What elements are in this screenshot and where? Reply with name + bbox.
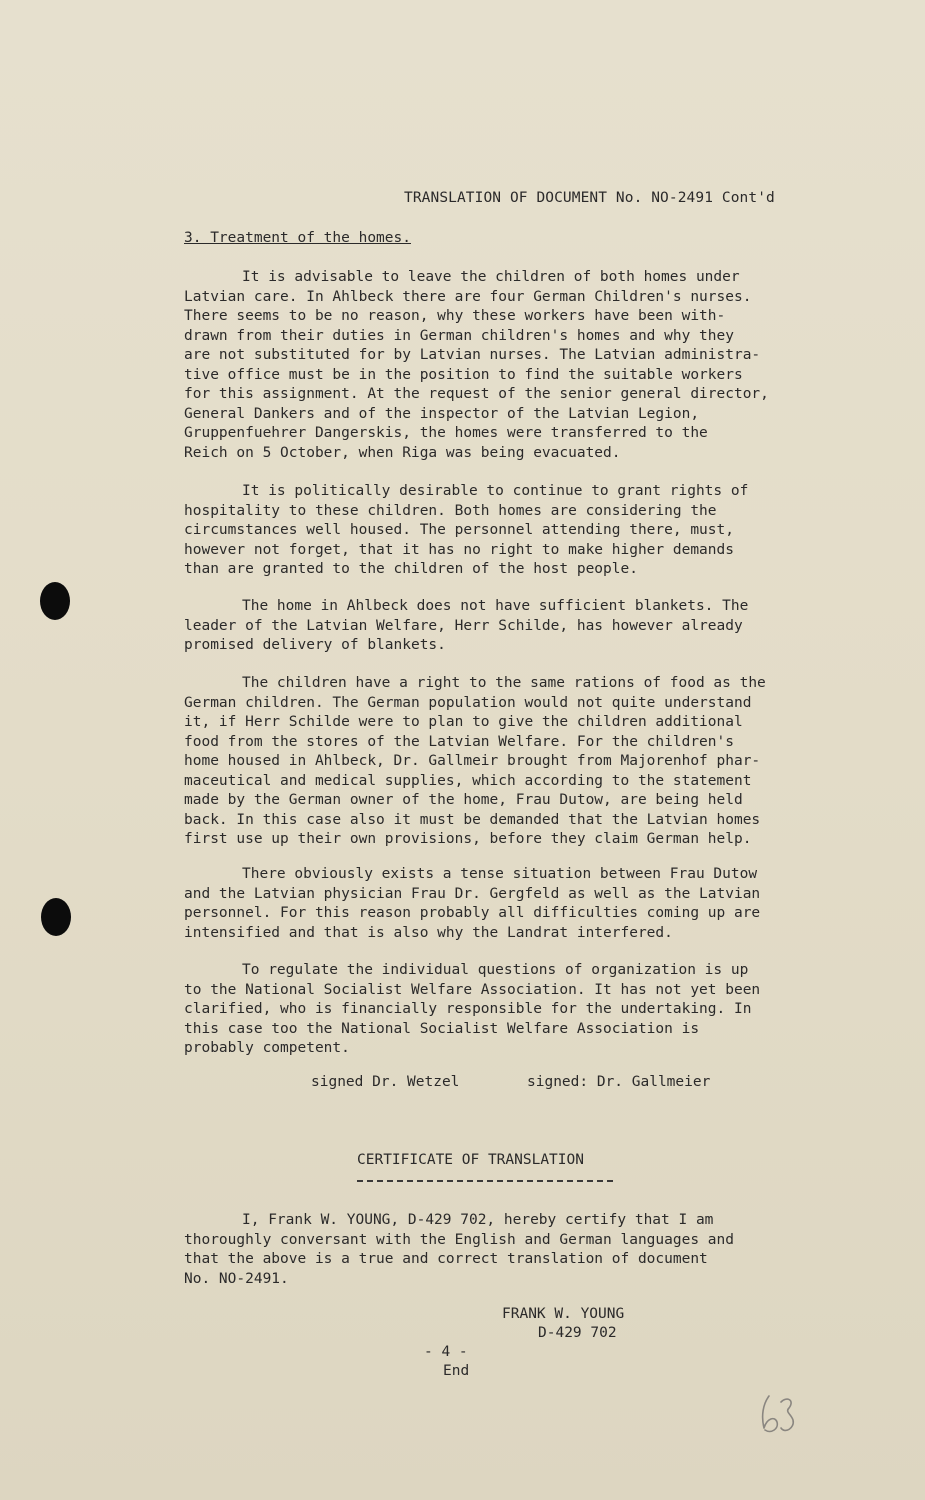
certificate-text	[184, 1211, 834, 1289]
paragraph-line: Latvian care. In Ahlbeck there are four German Children's nurses.	[184, 288, 752, 305]
paragraph-line: leader of the Latvian Welfare, Herr Schilde, has however already	[184, 617, 743, 634]
paragraph-line: promised delivery of blankets.	[184, 637, 446, 653]
page-number: - 4 -	[424, 1344, 468, 1360]
paragraph-line: than are granted to the children of the host people.	[184, 561, 638, 577]
paragraph-line: The children have a right to the same rations of food as the	[242, 675, 766, 691]
paragraph-line: however not forget, that it has no right to make higher demands	[184, 541, 734, 558]
signature-wetzel: signed Dr. Wetzel	[311, 1074, 460, 1090]
paragraph-line: German children. The German population would not quite understand	[184, 694, 752, 711]
paragraph-line: circumstances well housed. The personnel attending there, must,	[184, 522, 734, 538]
paragraph-line: it, if Herr Schilde were to plan to give the children additional	[184, 714, 743, 730]
certificate-line: No. NO-2491.	[184, 1270, 289, 1287]
paragraph-line: are not substituted for by Latvian nurses. The Latvian administra-	[184, 347, 761, 363]
paragraph	[184, 865, 834, 943]
paragraph-line: first use up their own provisions, before they claim German help.	[184, 831, 752, 847]
paragraph	[184, 674, 834, 850]
paragraph-line: clarified, who is financially responsible for the undertaking. In	[184, 1001, 752, 1017]
translator-id: D-429 702	[538, 1325, 617, 1341]
paragraph-line: probably competent.	[184, 1040, 350, 1056]
paragraph-line: Gruppenfuehrer Dangerskis, the homes were transferred to the	[184, 425, 708, 441]
paragraph-line: this case too the National Socialist Welfare Association is	[184, 1020, 700, 1037]
paragraph-line: It is politically desirable to continue to grant rights of	[242, 483, 749, 499]
paragraph-line: made by the German owner of the home, Frau Dutow, are being held	[184, 792, 743, 808]
paragraph-line: hospitality to these children. Both homes are considering the	[184, 502, 717, 519]
paragraph-line: maceutical and medical supplies, which according to the statement	[184, 772, 752, 789]
translator-name: FRANK W. YOUNG	[502, 1306, 625, 1322]
paragraph-line: intensified and that is also why the Landrat interfered.	[184, 924, 673, 941]
handwritten-page-mark	[755, 1392, 803, 1438]
end-marker: End	[443, 1363, 470, 1379]
paragraph-line: It is advisable to leave the children of both homes under	[242, 269, 740, 285]
paragraph-line: food from the stores of the Latvian Welfare. For the children's	[184, 733, 734, 750]
certificate-title: CERTIFICATE OF TRANSLATION	[357, 1152, 584, 1168]
paragraph-line: There seems to be no reason, why these workers have been with-	[184, 308, 726, 324]
paragraph	[184, 597, 834, 656]
paragraph	[184, 268, 834, 463]
paragraph	[184, 482, 834, 580]
paragraph-line: The home in Ahlbeck does not have sufficient blankets. The	[242, 598, 749, 614]
paragraph-line: There obviously exists a tense situation between Frau Dutow	[242, 866, 758, 882]
paragraph-line: General Dankers and of the inspector of the Latvian Legion,	[184, 405, 700, 422]
punch-hole-lower	[41, 898, 71, 936]
punch-hole-upper	[40, 582, 70, 620]
certificate-line: I, Frank W. YOUNG, D-429 702, hereby certify that I am	[242, 1212, 714, 1228]
paragraph-line: to the National Socialist Welfare Association. It has not yet been	[184, 981, 761, 998]
paragraph-line: Reich on 5 October, when Riga was being evacuated.	[184, 444, 621, 461]
paragraph-line: home housed in Ahlbeck, Dr. Gallmeir brought from Majorenhof phar-	[184, 753, 761, 769]
paragraph-line: personnel. For this reason probably all difficulties coming up are	[184, 905, 761, 921]
signature-gallmeier: signed: Dr. Gallmeier	[527, 1074, 711, 1090]
paragraph-line: tive office must be in the position to find the suitable workers	[184, 366, 743, 383]
section-heading: 3. Treatment of the homes.	[184, 230, 411, 246]
certificate-line: thoroughly conversant with the English and German languages and	[184, 1231, 734, 1248]
translator-block	[502, 1305, 624, 1343]
paragraph-line: drawn from their duties in German children's homes and why they	[184, 327, 734, 344]
paragraph-line: and the Latvian physician Frau Dr. Gergfeld as well as the Latvian	[184, 885, 761, 902]
paragraph-line: To regulate the individual questions of organization is up	[242, 962, 749, 978]
paragraph-line: back. In this case also it must be demanded that the Latvian homes	[184, 811, 761, 828]
paragraph	[184, 961, 834, 1059]
certificate-line: that the above is a true and correct translation of document	[184, 1251, 708, 1267]
document-header: TRANSLATION OF DOCUMENT No. NO-2491 Cont'd	[404, 190, 775, 206]
paragraph-line: for this assignment. At the request of the senior general director,	[184, 386, 769, 402]
certificate-divider	[357, 1180, 613, 1182]
